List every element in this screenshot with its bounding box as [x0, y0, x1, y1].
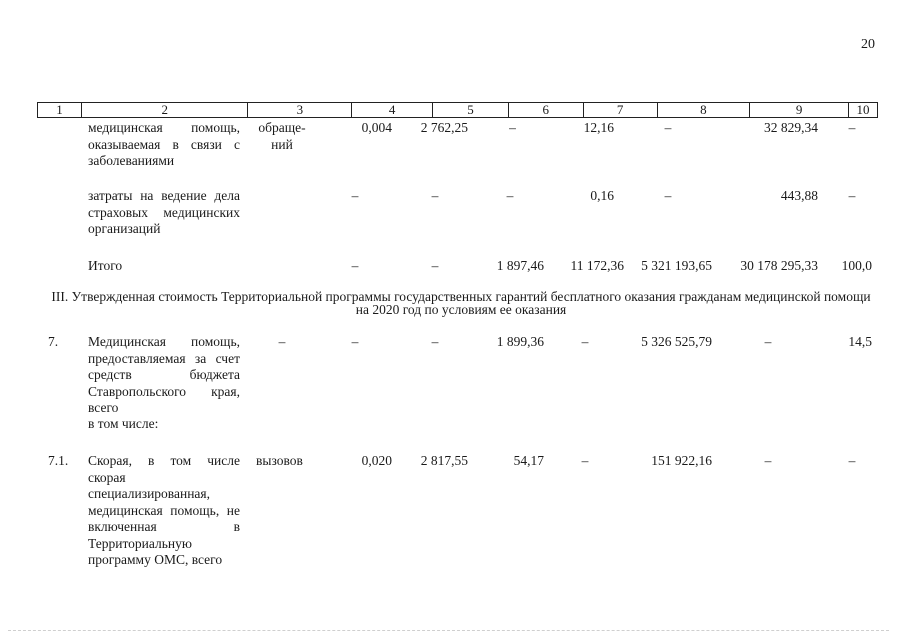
cell-col-5: –	[431, 258, 439, 273]
header-col-2: 2	[82, 103, 249, 117]
page-number: 20	[861, 37, 875, 52]
cell-col-7: 11 172,36	[570, 258, 624, 273]
row-name: Итого	[88, 258, 123, 273]
row-subnote: в том числе:	[88, 416, 159, 431]
header-col-7: 7	[584, 103, 658, 117]
cell-col-10: 14,5	[848, 334, 872, 349]
row-name: Медицинская помощь, предоставляемая за счет средств бюджета Ставропольского края, всего	[88, 334, 240, 415]
cell-col-3: –	[278, 334, 286, 349]
cell-col-6: 54,17	[513, 453, 544, 468]
header-col-1: 1	[38, 103, 82, 117]
cell-col-5: 2 762,25	[420, 120, 468, 135]
row-name: медицинская помощь, оказываемая в связи с заболеваниями	[88, 120, 240, 168]
cell-col-4: –	[351, 334, 359, 349]
cell-col-10: –	[848, 120, 856, 135]
cell-col-6: –	[509, 120, 516, 135]
header-col-10: 10	[856, 102, 870, 117]
cell-col-4: –	[351, 188, 359, 203]
cell-col-10: –	[848, 188, 856, 203]
row-name: Скорая, в том числе скорая специализированная, медицинская помощь, не включенная в Территориальную программу ОМС, всего	[88, 453, 240, 567]
bottom-scan-line	[8, 630, 889, 631]
cell-col-6: 1 899,36	[496, 334, 544, 349]
cell-col-4: 0,020	[361, 453, 392, 468]
section-title: III. Утвержденная стоимость Территориальной программы государственных гарантий бесплатного оказания гражданам медицинской помощи на 2020 год по условиям ее оказания	[51, 289, 871, 317]
cell-col-9: –	[764, 453, 772, 468]
header-col-4: 4	[352, 103, 433, 117]
header-col-8: 8	[658, 103, 751, 117]
cell-col-4: 0,004	[361, 120, 392, 135]
cell-col-7: 12,16	[583, 120, 614, 135]
cell-col-7: –	[581, 334, 589, 349]
cell-col-9: 443,88	[780, 188, 818, 203]
cell-col-4: –	[351, 258, 359, 273]
cell-col-5: –	[431, 334, 439, 349]
cell-col-10: 100,0	[841, 258, 872, 273]
row-name: затраты на ведение дела страховых медицинских организаций	[88, 188, 240, 236]
cell-col-8: 5 321 193,65	[641, 258, 712, 273]
cell-col-6: –	[506, 188, 514, 203]
cell-col-9: 32 829,34	[764, 120, 818, 135]
row-number: 7.1.	[48, 453, 69, 468]
row-number: 7.	[48, 334, 59, 349]
table-header	[37, 102, 878, 118]
header-col-9: 9	[750, 103, 849, 117]
header-col-5: 5	[433, 103, 509, 117]
header-col-6: 6	[509, 103, 584, 117]
cell-col-8: 151 922,16	[651, 453, 712, 468]
cell-col-10: –	[848, 453, 856, 468]
cell-col-8: –	[664, 120, 672, 135]
cell-col-8: 5 326 525,79	[641, 334, 712, 349]
cell-col-8: –	[664, 188, 672, 203]
row-unit: вызовов	[256, 453, 303, 468]
cell-col-6: 1 897,46	[496, 258, 544, 273]
cell-col-9: –	[764, 334, 772, 349]
cell-col-5: –	[431, 188, 439, 203]
cell-col-7: 0,16	[590, 188, 614, 203]
header-col-3: 3	[248, 103, 352, 117]
row-unit: обраще-ний	[258, 120, 306, 152]
cell-col-9: 30 178 295,33	[740, 258, 818, 273]
cell-col-5: 2 817,55	[420, 453, 468, 468]
cell-col-7: –	[581, 453, 589, 468]
